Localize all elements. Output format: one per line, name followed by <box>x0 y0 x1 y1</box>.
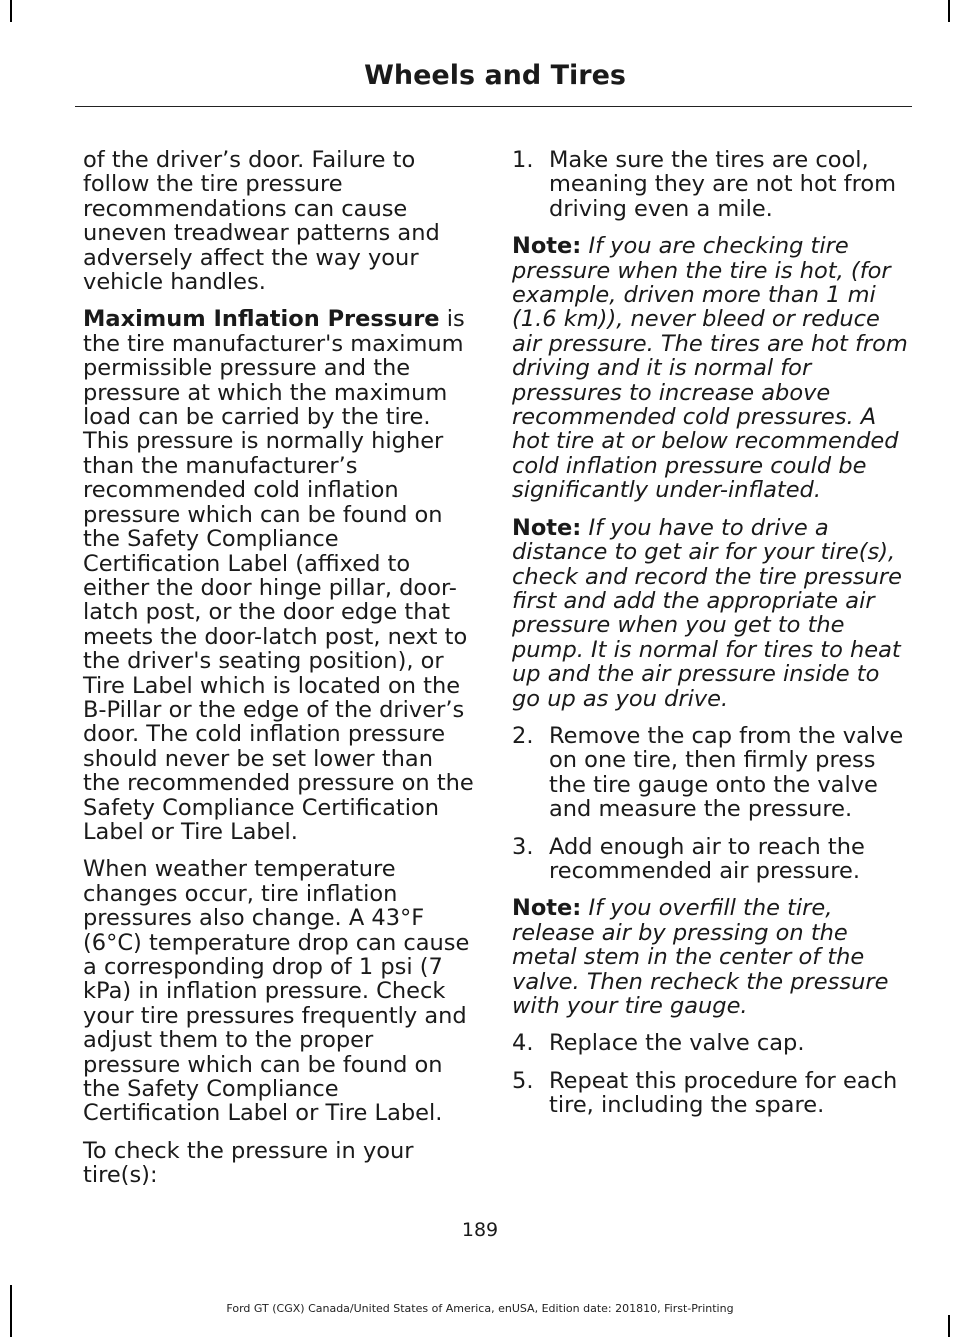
step-3 <box>512 835 912 884</box>
paragraph-weather: When weather temperature changes occur, tire inflation pressures also change. A 43°F (6°C) temperature drop can cause a corresponding drop of 1 psi (7 kPa) in inflation pressure. Check your tire pressures frequently and adjust them to the proper pressure which can be found on the Safety Compliance Certification Label or Tire Label. <box>83 856 470 1127</box>
step-5 <box>512 1069 912 1118</box>
footer-edition-info: Ford GT (CGX) Canada/United States of America, enUSA, Edition date: 201810, First-Printing <box>226 1302 734 1315</box>
note-overfill <box>512 896 912 1018</box>
step-text: Make sure the tires are cool, meaning they are not hot from driving even a mile. <box>549 147 897 222</box>
right-column <box>512 148 912 1131</box>
note-label: Note: <box>512 233 582 260</box>
note-text: If you have to drive a distance to get air for your tire(s), check and record the tire pressure first and add the appropriate air pressure when you get to the pump. It is normal for tires to heat up and the air pressure inside to go up as you drive. <box>512 514 902 712</box>
step-text: Replace the valve cap. <box>549 1030 805 1057</box>
note-text: If you overfill the tire, release air by pressing on the metal stem in the center of the valve. Then recheck the pressure with your tire gauge. <box>512 895 889 1019</box>
note-hot-tire <box>512 234 912 502</box>
step-number: 4. <box>512 1030 534 1057</box>
left-column <box>83 148 475 1201</box>
note-text: If you are checking tire pressure when the tire is hot, (for example, driven more than 1 mi (1.6 km)), never bleed or reduce air pressure. The tires are hot from driving and it is normal for pressures to increase above recommended cold pressures. A hot tire at or below recommended cold inflation pressure could be significantly under-inflated. <box>512 233 908 504</box>
term-max-inflation-pressure: Maximum Inflation Pressure <box>83 306 440 333</box>
header-divider <box>75 106 912 107</box>
step-number: 3. <box>512 833 534 860</box>
page-title: Wheels and Tires <box>364 60 626 91</box>
step-text: Remove the cap from the valve on one tire, then firmly press the tire gauge onto the valve and measure the pressure. <box>549 722 904 823</box>
step-text: Repeat this procedure for each tire, including the spare. <box>549 1067 898 1119</box>
note-label: Note: <box>512 895 582 922</box>
step-number: 5. <box>512 1067 534 1094</box>
paragraph-max-inflation <box>83 307 475 844</box>
page-number: 189 <box>461 1219 499 1241</box>
note-drive-distance <box>512 516 912 711</box>
crop-mark-top-left <box>10 0 12 22</box>
step-text: Add enough air to reach the recommended air pressure. <box>549 833 865 884</box>
paragraph-max-inflation-text: is the tire manufacturer's maximum permissible pressure and the pressure at which the maximum load can be carried by the tire. This pressure is normally higher than the manufacturer’s recommended cold inflation pressure which can be found on the Safety Compliance Certification Label (affixed to either the door hinge pillar, door-latch post, or the door edge that meets the door-latch post, next to the driver's seating position), or Tire Label which is located on the B-Pillar or the edge of the driver’s door. The cold inflation pressure should never be set lower than the recommended pressure on the Safety Compliance Certification Label or Tire Label. <box>83 306 474 845</box>
paragraph-check-intro: To check the pressure in your tire(s): <box>83 1137 414 1189</box>
crop-mark-bottom-right <box>948 1315 950 1337</box>
paragraph-intro: of the driver’s door. Failure to follow the tire pressure recommendations can cause uneven treadwear patterns and adversely affect the way your vehicle handles. <box>83 147 440 296</box>
step-4 <box>512 1031 912 1055</box>
step-1 <box>512 148 912 221</box>
crop-mark-top-right <box>948 0 950 22</box>
step-number: 2. <box>512 722 534 749</box>
step-number: 1. <box>512 147 534 173</box>
step-2 <box>512 724 912 822</box>
note-label: Note: <box>512 514 582 541</box>
